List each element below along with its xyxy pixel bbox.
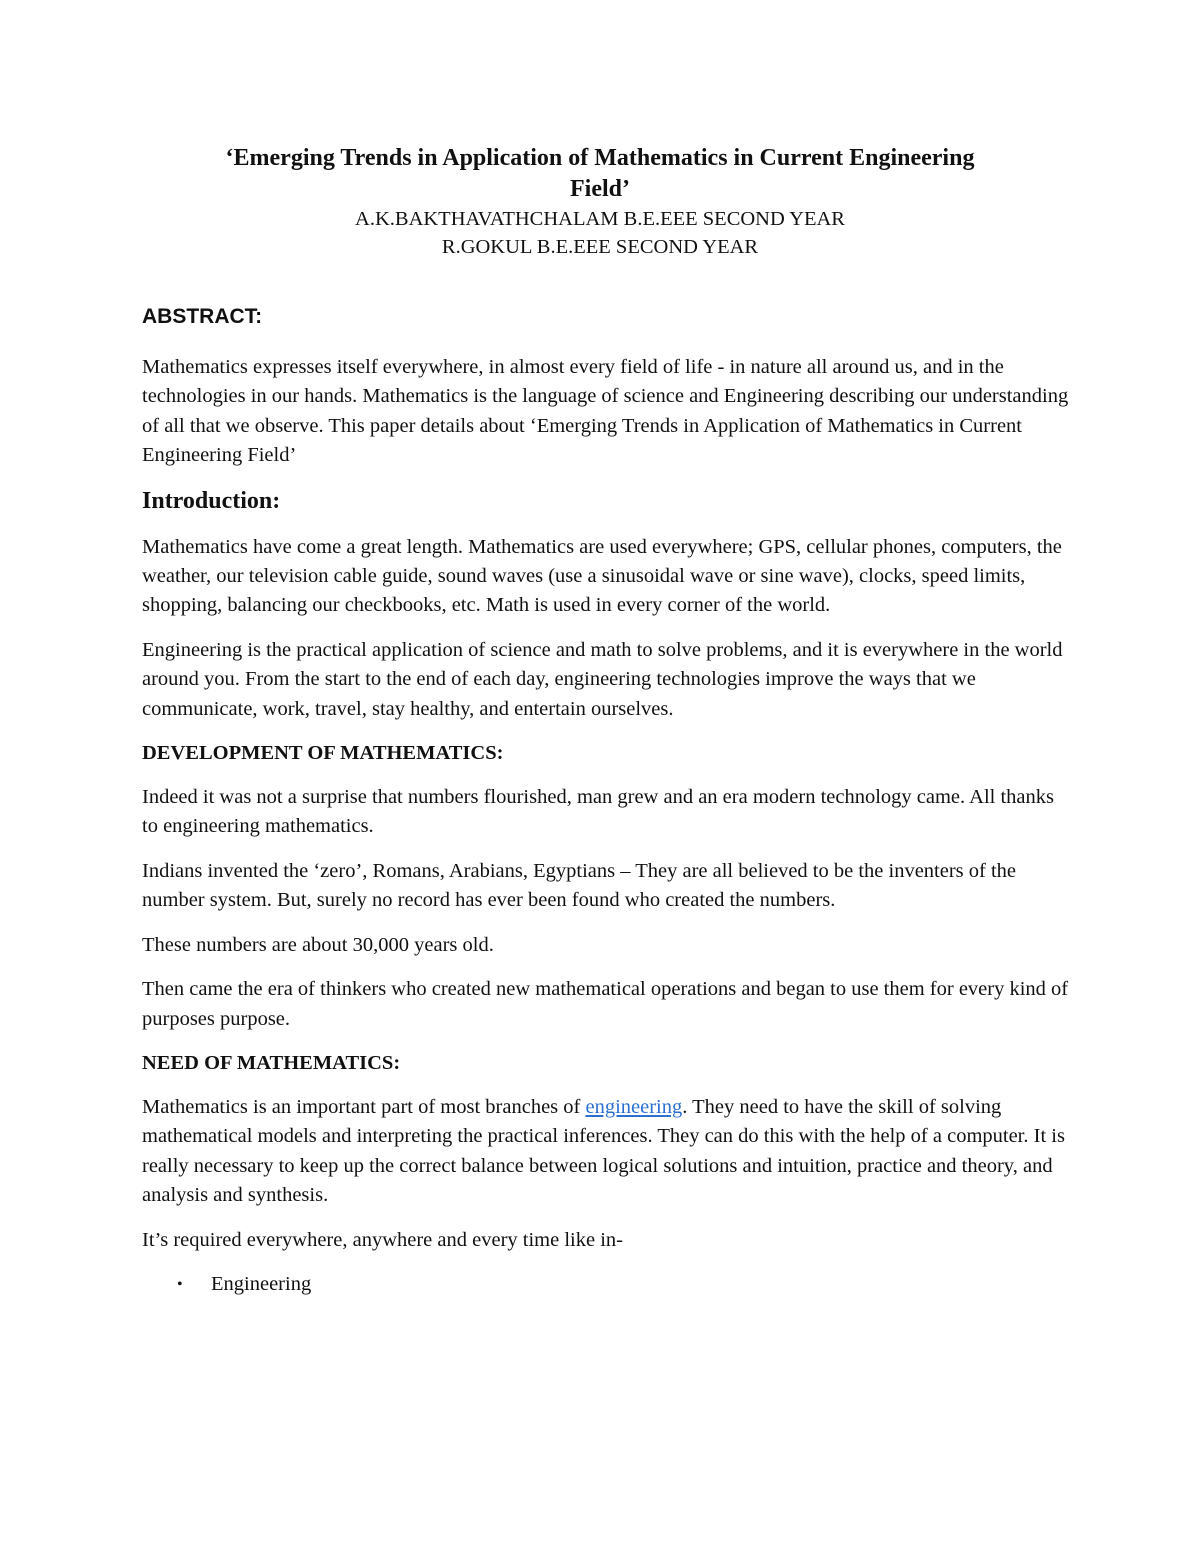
- development-paragraph-1: Indeed it was not a surprise that numbers flourished, man grew and an era modern technology came. All thanks to engineering mathematics.: [142, 786, 1054, 838]
- development-paragraph-3: These numbers are about 30,000 years old.: [142, 933, 494, 956]
- development-heading: DEVELOPMENT OF MATHEMATICS:: [142, 742, 504, 765]
- introduction-paragraph-2: Engineering is the practical application of science and math to solve problems, and it is everywhere in the world around you. From the start to the end of each day, engineering technologies improve the ways that we communicate, work, travel, stay healthy, and entertain ourselves.: [142, 638, 1063, 720]
- list-item-text: Engineering: [211, 1272, 312, 1295]
- list-item: [142, 1270, 1072, 1299]
- paper-title-line-1: ‘Emerging Trends in Application of Mathematics in Current Engineering: [225, 145, 975, 171]
- engineering-link[interactable]: engineering: [585, 1095, 683, 1118]
- abstract-text: Mathematics expresses itself everywhere, in almost every field of life - in nature all around us, and in the technologies in our hands. Mathematics is the language of science and Engineering describing our understanding of all that we observe. This paper details about ‘Emerging Trends in Application of Mathematics in Current Engineering Field’: [142, 356, 1069, 467]
- need-paragraph-1-end: . They need to have the skill of solving mathematical models and interpreting the practical inferences. They can do this with the help of a computer. It is really necessary to keep up the correct balance between logical solutions and intuition, practice and theory, and analysis and synthesis.: [142, 1095, 1065, 1207]
- introduction-heading: Introduction:: [142, 487, 281, 514]
- author-line-1: A.K.BAKTHAVATHCHALAM B.E.EEE SECOND YEAR: [355, 208, 845, 230]
- paper-body: [142, 303, 1072, 1299]
- author-line-2: R.GOKUL B.E.EEE SECOND YEAR: [441, 236, 759, 258]
- need-paragraph-1: [142, 1093, 1072, 1211]
- development-paragraph-4: Then came the era of thinkers who created new mathematical operations and began to use them for every kind of purposes purpose.: [142, 978, 1069, 1030]
- bullet-list: [142, 1270, 1072, 1299]
- introduction-paragraph-1: Mathematics have come a great length. Mathematics are used everywhere; GPS, cellular phones, computers, the weather, our television cable guide, sound waves (use a sinusoidal wave or sine wave), clocks, speed limits, shopping, balancing our checkbooks, etc. Math is used in every corner of the world.: [142, 535, 1062, 617]
- paper-title-line-2: Field’: [570, 176, 630, 202]
- need-paragraph-1-start: Mathematics is an important part of most branches of: [142, 1095, 586, 1118]
- need-heading: NEED OF MATHEMATICS:: [142, 1051, 401, 1074]
- abstract-heading: ABSTRACT:: [142, 305, 263, 328]
- paper-header: [140, 143, 1060, 261]
- development-paragraph-2: Indians invented the ‘zero’, Romans, Arabians, Egyptians – They are all believed to be the inventers of the number system. But, surely no record has ever been found who created the numbers.: [142, 859, 1017, 912]
- need-paragraph-2: It’s required everywhere, anywhere and every time like in-: [142, 1228, 623, 1251]
- bullet-icon: •: [177, 1275, 183, 1293]
